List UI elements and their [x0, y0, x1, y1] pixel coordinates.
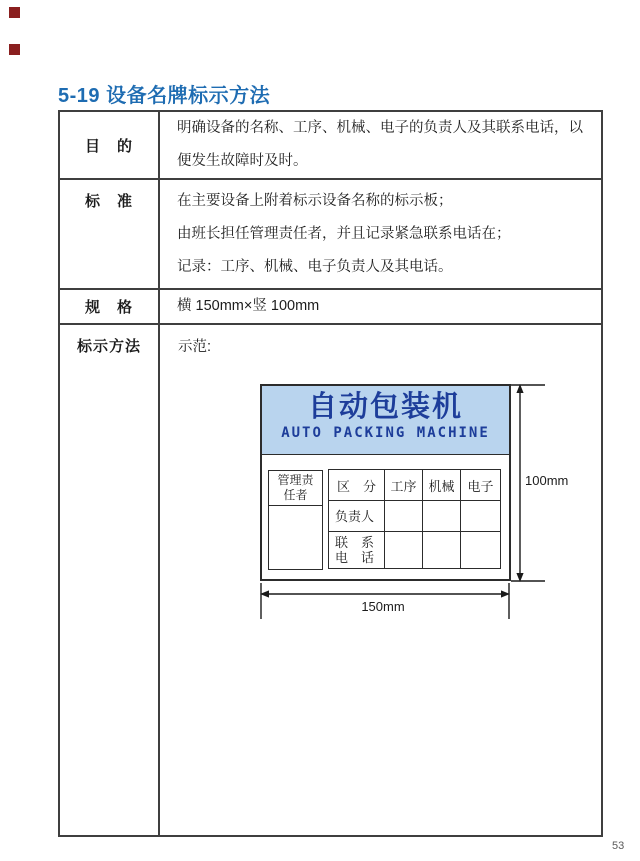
empty-cell	[461, 532, 501, 569]
contact-label-line1: 联 系	[335, 535, 375, 550]
nameplate-body	[262, 455, 509, 579]
header-electronic: 电子	[461, 470, 501, 501]
size-row-label: 规 格	[59, 289, 159, 324]
manager-label-line1: 管理责	[277, 473, 314, 487]
spec-table	[58, 110, 603, 837]
empty-cell	[423, 501, 461, 532]
red-marker-top	[9, 7, 20, 18]
method-row	[59, 324, 602, 836]
empty-cell	[385, 501, 423, 532]
text-line: 便发生故障时及时。	[177, 153, 308, 169]
demo-label: 示范:	[178, 339, 212, 355]
method-row-label: 标示方法	[59, 324, 159, 836]
manager-label	[269, 471, 322, 506]
row-label-contact	[329, 532, 385, 569]
purpose-row-label: 目 的	[59, 111, 159, 179]
nameplate-title-cn: 自动包装机	[307, 391, 463, 423]
red-marker-bottom	[9, 44, 20, 55]
table-row	[329, 532, 501, 569]
standard-row-label: 标 准	[59, 179, 159, 289]
text-line: 由班长担任管理责任者，并且记录紧急联系电话在；	[177, 225, 511, 242]
responsibility-table	[328, 469, 501, 569]
page-title: 5-19 设备名牌标示方法	[58, 85, 271, 107]
table-row	[329, 470, 501, 501]
text-line: 明确设备的名称、工序、机械、电子的负责人及其联系电话，以	[177, 120, 583, 136]
purpose-row	[59, 111, 602, 179]
contact-label-line2: 电 话	[335, 550, 375, 565]
size-row	[59, 289, 602, 324]
width-dimension-label: 150mm	[361, 599, 405, 614]
header-category: 区 分	[329, 470, 385, 501]
nameplate-header	[262, 386, 509, 455]
header-machine: 机械	[423, 470, 461, 501]
manager-box	[268, 470, 323, 570]
page-number: 53	[612, 840, 625, 852]
row-label-person: 负责人	[329, 501, 385, 532]
purpose-row-content	[159, 111, 602, 179]
empty-cell	[385, 532, 423, 569]
empty-cell	[461, 501, 501, 532]
size-row-content	[159, 289, 602, 324]
nameplate-title-en: AUTO PACKING MACHINE	[281, 425, 490, 441]
height-dimension-label: 100mm	[525, 473, 569, 488]
nameplate	[260, 384, 511, 581]
method-row-content	[159, 324, 602, 836]
header-process: 工序	[385, 470, 423, 501]
text-line: 记录：工序、机械、电子负责人及其电话。	[177, 258, 453, 275]
manager-label-line2: 任者	[283, 488, 308, 502]
text-line: 在主要设备上附着标示设备名称的标示板；	[177, 192, 453, 209]
table-row	[329, 501, 501, 532]
standard-row	[59, 179, 602, 289]
text-line: 横 150mm×竖 100mm	[177, 298, 320, 314]
empty-cell	[423, 532, 461, 569]
standard-row-content	[159, 179, 602, 289]
